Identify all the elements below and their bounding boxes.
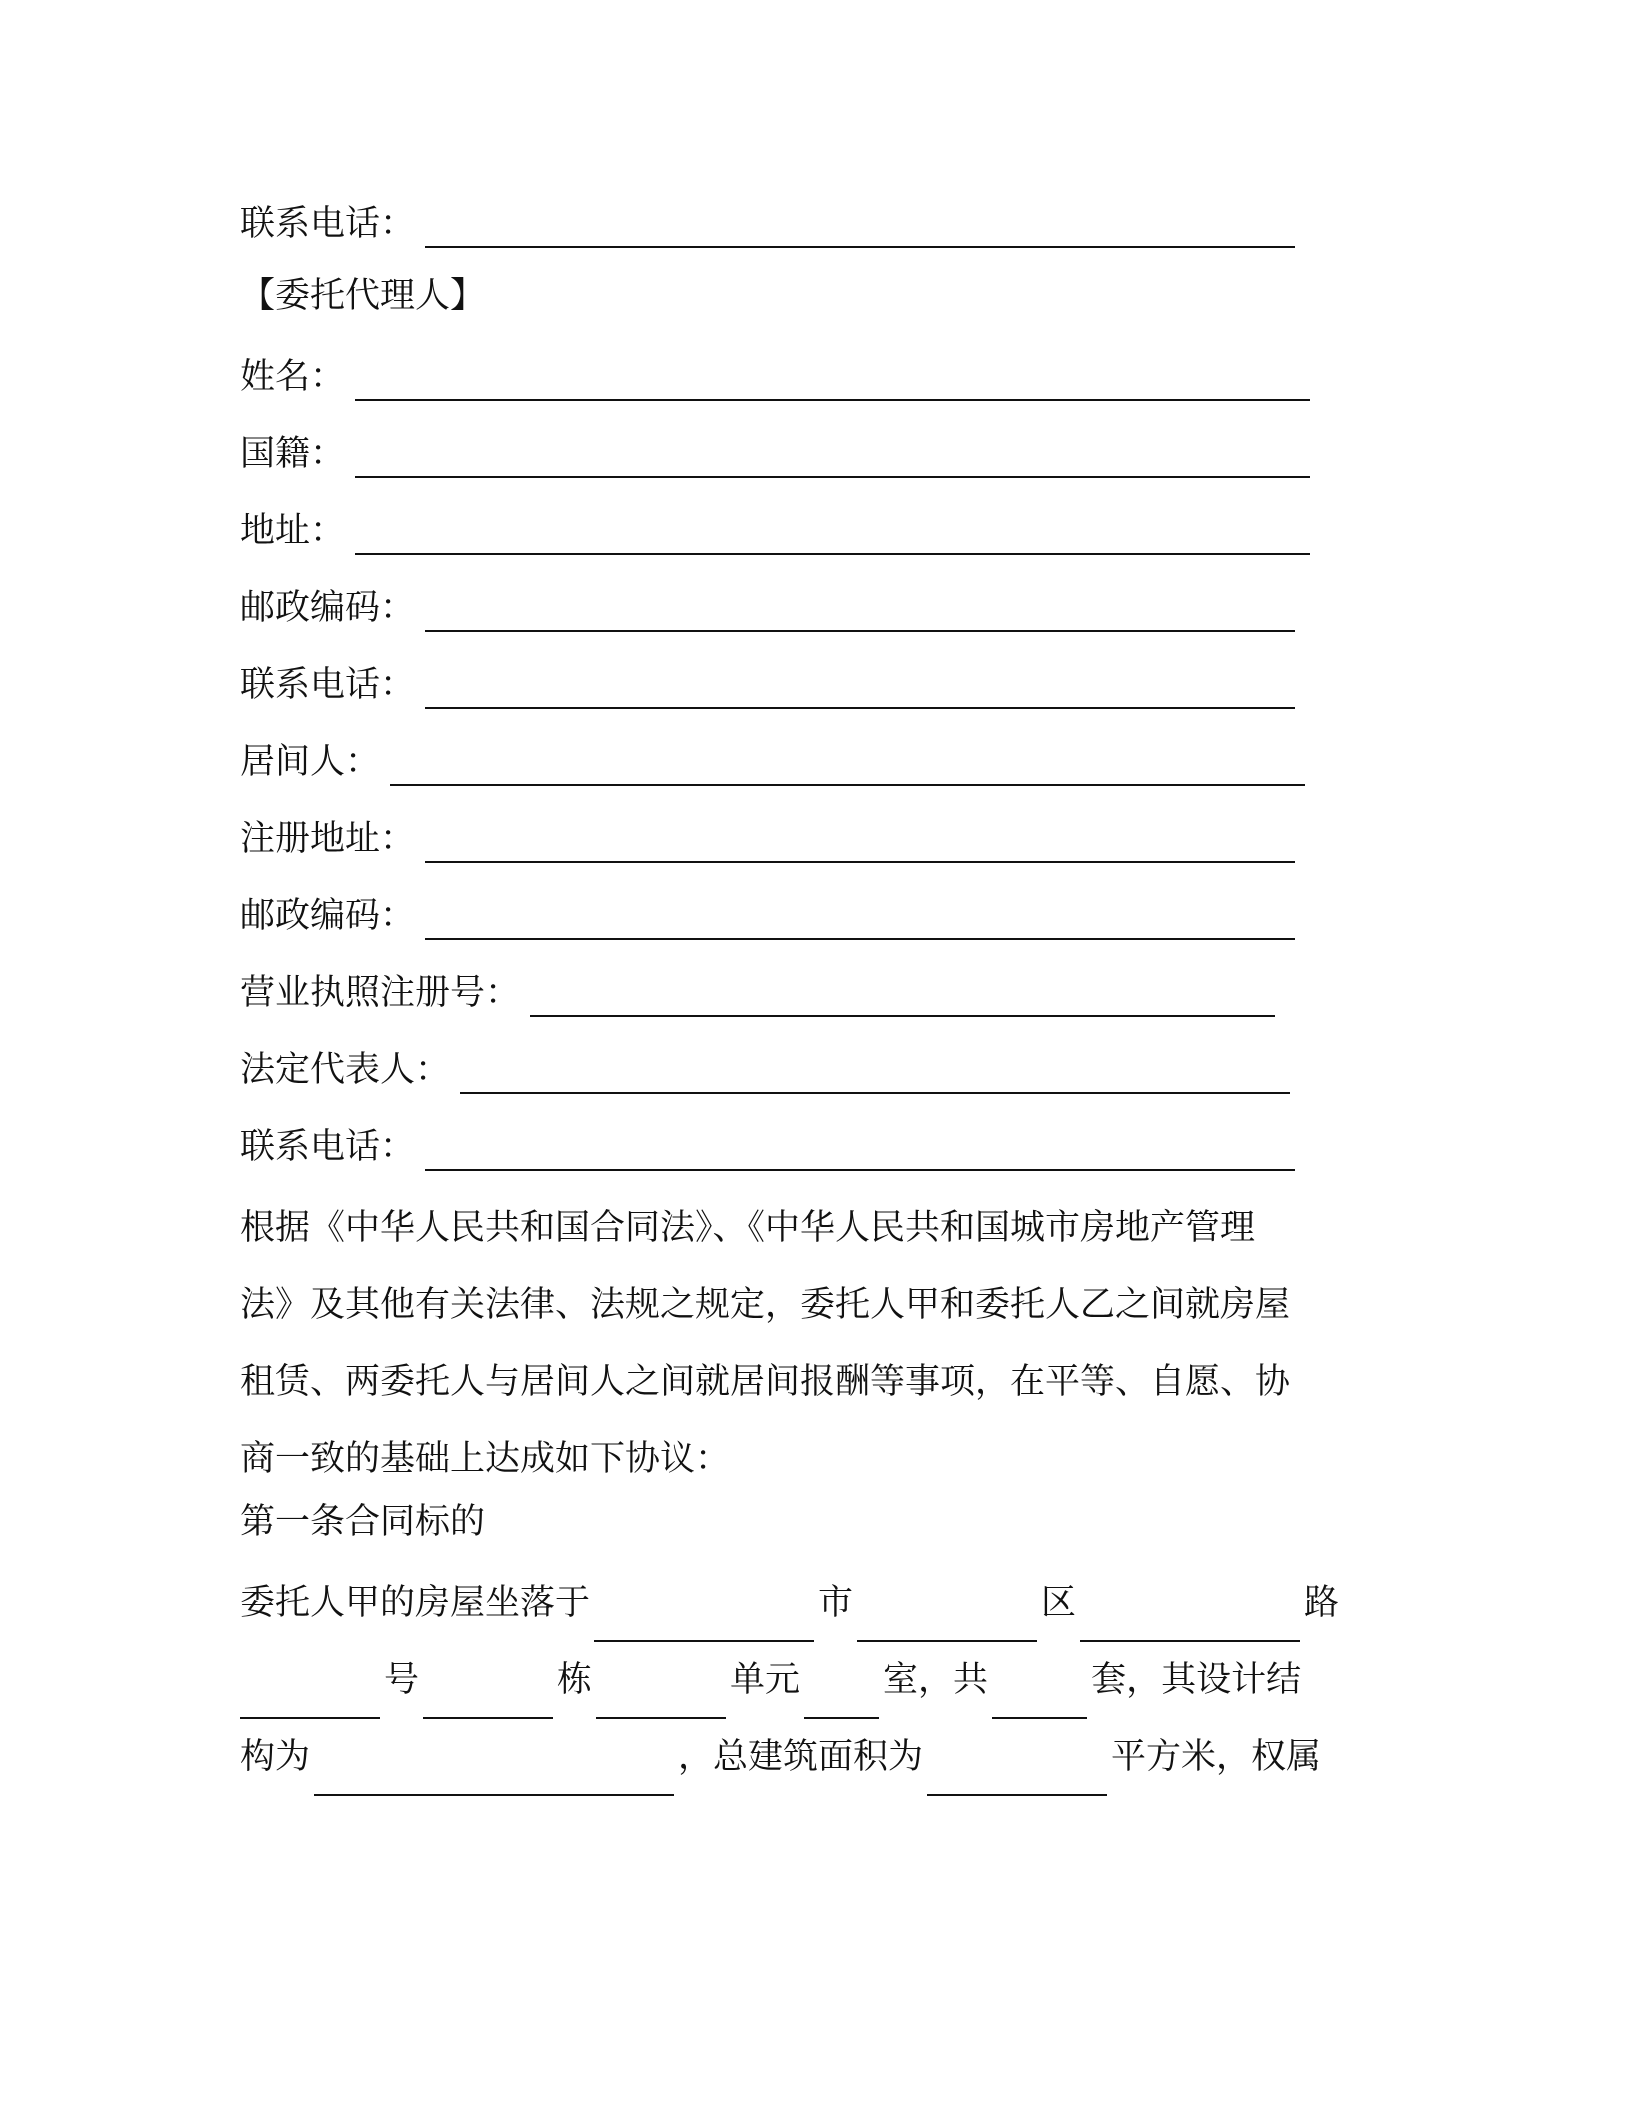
fill-blank[interactable]	[425, 671, 1295, 709]
fill-blank-district[interactable]	[857, 1604, 1037, 1642]
fill-blank[interactable]	[355, 363, 1310, 401]
preamble-line: 根据《中华人民共和国合同法》、《中华人民共和国城市房地产管理	[240, 1208, 1256, 1248]
fill-blank[interactable]	[425, 210, 1295, 248]
preamble-line: 商一致的基础上达成如下协议：	[240, 1439, 731, 1479]
fill-blank-room[interactable]	[804, 1681, 879, 1719]
article-text: 平方米，权属	[1111, 1737, 1322, 1777]
article-text: 号	[384, 1660, 420, 1700]
article-text: 委托人甲的房屋坐落于	[240, 1583, 591, 1623]
field-phone	[240, 200, 1295, 248]
fill-blank-number[interactable]	[240, 1681, 380, 1719]
fill-blank[interactable]	[425, 902, 1295, 940]
field-agent-phone	[240, 661, 1295, 709]
fill-blank[interactable]	[355, 517, 1310, 555]
field-broker	[240, 738, 1305, 786]
field-label: 联系电话：	[240, 665, 416, 705]
fill-blank[interactable]	[355, 440, 1310, 478]
field-label: 法定代表人：	[240, 1050, 451, 1090]
fill-blank[interactable]	[460, 1056, 1290, 1094]
field-label: 联系电话：	[240, 1127, 416, 1167]
field-label: 邮政编码：	[240, 588, 416, 628]
field-broker-reg-address	[240, 815, 1295, 863]
article-text: 构为	[240, 1737, 311, 1777]
fill-blank-building[interactable]	[423, 1681, 553, 1719]
fill-blank-area[interactable]	[927, 1758, 1107, 1796]
section-heading-agent: 【委托代理人】	[240, 276, 486, 316]
article-text: 单元	[730, 1660, 801, 1700]
field-label: 营业执照注册号：	[240, 973, 521, 1013]
field-broker-license	[240, 969, 1275, 1017]
field-label: 姓名：	[240, 357, 346, 397]
field-agent-name	[240, 353, 1310, 401]
fill-blank[interactable]	[425, 594, 1295, 632]
article-text: 栋	[557, 1660, 593, 1700]
field-label: 居间人：	[240, 742, 381, 782]
article-text: 区	[1041, 1583, 1077, 1623]
field-agent-nationality	[240, 430, 1310, 478]
fill-blank-sets[interactable]	[992, 1681, 1087, 1719]
article-text: 室，共	[883, 1660, 989, 1700]
field-label: 联系电话：	[240, 204, 416, 244]
field-label: 国籍：	[240, 434, 346, 474]
fill-blank[interactable]	[390, 748, 1305, 786]
preamble-line: 法》及其他有关法律、法规之规定，委托人甲和委托人乙之间就房屋	[240, 1285, 1291, 1325]
field-label: 注册地址：	[240, 819, 416, 859]
article-text: 市	[818, 1583, 854, 1623]
field-broker-legal-rep	[240, 1046, 1290, 1094]
field-agent-postcode	[240, 584, 1295, 632]
field-broker-postcode	[240, 892, 1295, 940]
article-line	[240, 1565, 1360, 1642]
fill-blank-road[interactable]	[1080, 1604, 1300, 1642]
field-label: 邮政编码：	[240, 896, 416, 936]
article-1-title: 第一条合同标的	[240, 1502, 486, 1542]
field-label: 地址：	[240, 511, 346, 551]
article-text: ，总建筑面积为	[678, 1737, 924, 1777]
fill-blank[interactable]	[425, 1133, 1295, 1171]
fill-blank-structure[interactable]	[314, 1758, 674, 1796]
article-line	[240, 1642, 1360, 1719]
fill-blank-unit[interactable]	[596, 1681, 726, 1719]
preamble-line: 租赁、两委托人与居间人之间就居间报酬等事项，在平等、自愿、协	[240, 1362, 1291, 1402]
fill-blank[interactable]	[530, 979, 1275, 1017]
preamble-paragraph	[240, 1190, 1360, 1498]
article-1-body	[240, 1565, 1360, 1796]
article-text: 套，其设计结	[1091, 1660, 1302, 1700]
article-text: 路	[1304, 1583, 1340, 1623]
field-agent-address	[240, 507, 1310, 555]
article-line	[240, 1719, 1360, 1796]
fill-blank[interactable]	[425, 825, 1295, 863]
fill-blank-city[interactable]	[594, 1604, 814, 1642]
field-broker-phone	[240, 1123, 1295, 1171]
